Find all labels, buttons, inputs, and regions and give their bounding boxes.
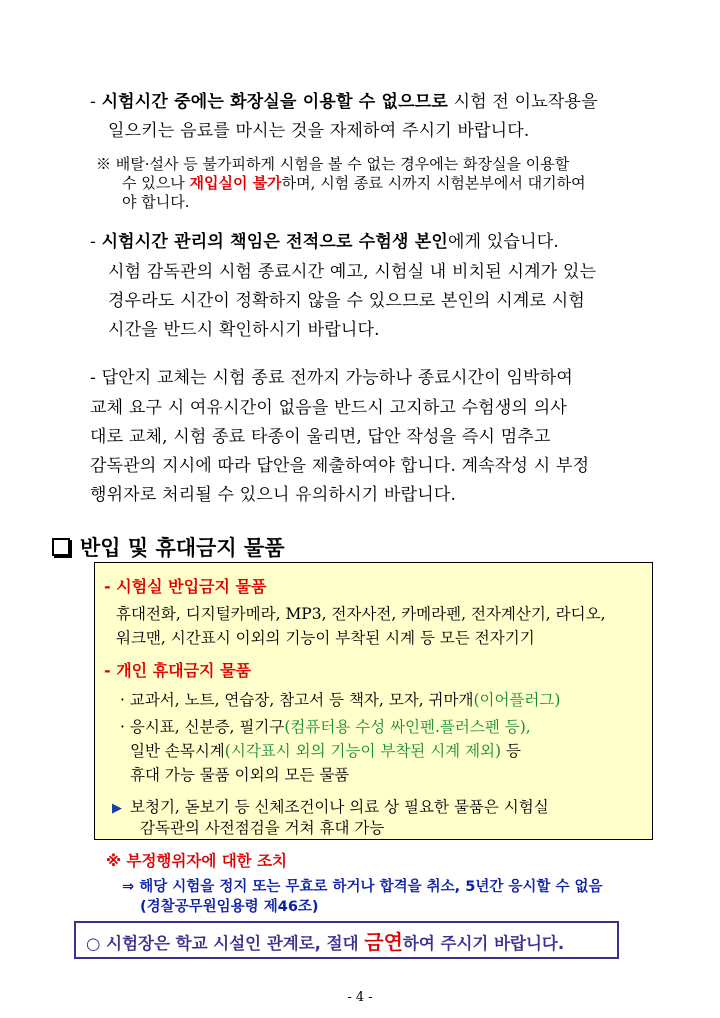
note-line1: 배탈·설사 등 불가피하게 시험을 볼 수 없는 경우에는 화장실을 이용할 [115,155,570,173]
banned-items-line2: 워크맨, 시간표시 이외의 기능이 부착된 시계 등 모든 전자기기 [116,629,535,647]
rule-2-line3: 경우라도 시간이 정확하지 않을 수 있으므로 본인의 시계로 시험 [108,291,586,311]
rule-3-line1: 답안지 교체는 시험 종료 전까지 가능하나 종료시간이 임박하여 [101,368,573,388]
note-line2-b: 하며, 시험 종료 시까지 시험본부에서 대기하여 [281,174,586,192]
personal-item-4: 휴대 가능 물품 이외의 모든 물품 [130,766,350,784]
allowed-items-line1: 보청기, 돋보기 등 신체조건이나 의료 상 필요한 물품은 시험실 [130,798,549,816]
personal-item-2 [120,715,531,739]
no-smoking-emphasis: 금연 [364,930,403,954]
penalty-line1: ⇒ 해당 시험을 정지 또는 무효로 하거나 합격을 취소, 5년간 응시할 수 없음 [122,879,603,895]
rule-3 [90,364,573,392]
note-mark: ※ [96,155,112,173]
banned-items-title: - 시험실 반입금지 물품 [104,577,267,596]
personal-item-2-text: · 응시표, 신분증, 필기구 [120,718,285,736]
section-heading-text: 반입 및 휴대금지 물품 [80,536,285,560]
personal-items-title: - 개인 휴대금지 물품 [104,661,251,680]
rule-2-emphasis: 시험시간 관리의 책임은 전적으로 수험생 본인 [101,232,448,252]
personal-item-3-text: 일반 손목시계 [130,742,225,760]
rule-1-emphasis: 시험시간 중에는 화장실을 이용할 수 없으므로 [101,92,448,112]
rule-3-line4: 감독관의 지시에 따라 답안을 제출하여야 합니다. 계속작성 시 부정 [90,456,590,476]
personal-item-1 [120,688,560,712]
rule-1-text: 시험 전 이뇨작용을 [447,92,598,112]
triangle-right-icon: ▶ [112,801,122,816]
no-smoking-text-b: 하여 주시기 바랍니다. [402,934,565,953]
penalty-line2: (경찰공무원임용령 제46조) [140,899,319,915]
rule-3-line2: 교체 요구 시 여유시간이 없음을 반드시 고지하고 수험생의 의사 [90,398,568,418]
rule-2-line4: 시간을 반드시 확인하시기 바랍니다. [108,320,380,340]
no-smoking-notice [74,921,619,959]
personal-item-3-note: (시각표시 외의 기능이 부착된 시계 제외) [224,742,502,760]
no-smoking-text-a: ○ 시험장은 학교 시설인 관계로, 절대 [86,934,365,953]
rule-1-note [96,154,569,174]
personal-item-3 [130,739,521,763]
personal-item-2-note: (컴퓨터용 수성 싸인펜.플러스펜 등), [284,718,531,736]
allowed-items-line2: 감독관의 사전점검을 거쳐 휴대 가능 [140,819,385,837]
checkbox-square-icon [52,538,70,556]
rule-1-note-line2 [122,173,586,193]
note-line2-a: 수 있으나 [122,174,190,192]
rule-1 [90,88,598,116]
rule-2 [90,228,559,256]
personal-item-1-text: · 교과서, 노트, 연습장, 참고서 등 책자, 모자, 귀마개 [120,691,474,709]
rule-3-line3: 대로 교체, 시험 종료 타종이 울리면, 답안 작성을 즉시 멈추고 [90,427,551,447]
banned-items-line1: 휴대전화, 디지털카메라, MP3, 전자사전, 카메라펜, 전자계산기, 라디오, [116,605,606,623]
penalty-title: ※ 부정행위자에 대한 조치 [106,852,287,870]
rule-2-text: 에게 있습니다. [447,232,559,252]
rule-3-line5: 행위자로 처리될 수 있으니 유의하시기 바랍니다. [90,485,457,505]
no-reentry-warning: 재입실이 불가 [189,174,282,192]
bullet-dash: - [90,92,96,112]
bullet-dash: - [90,232,96,252]
personal-item-3-suffix: 등 [501,742,521,760]
section-heading [52,532,285,562]
personal-item-1-note: (이어플러그) [473,691,561,709]
bullet-dash: - [90,368,96,388]
rule-1-note-line3: 야 합니다. [122,193,190,211]
page-number: - 4 - [347,990,373,1005]
rule-2-line2: 시험 감독관의 시험 종료시간 예고, 시험실 내 비치된 시계가 있는 [108,262,597,282]
rule-1-line2: 일으키는 음료를 마시는 것을 자제하여 주시기 바랍니다. [108,121,530,141]
